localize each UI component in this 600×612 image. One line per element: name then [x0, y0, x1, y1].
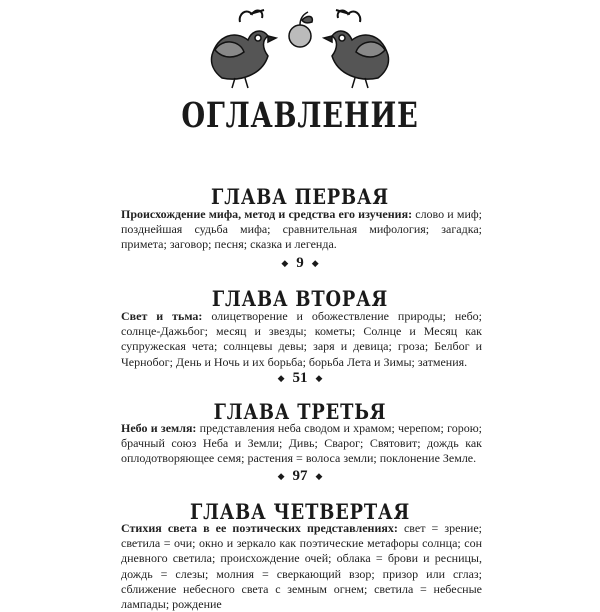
- chapter-lead: Стихия света в ее поэтических представлениях:: [121, 521, 398, 535]
- chapter-description: [121, 521, 482, 612]
- header-ornament: [0, 0, 600, 95]
- chapter-text: представления неба сводом и храмом; черепом; горою; брачный союз Неба и Земли; Дивь; Сварог; Святовит; дождь как оплодотворяющее семя; растения = волоса земли; поклонение Земле.: [121, 421, 482, 466]
- chapter-description: [121, 309, 482, 370]
- left-bird-icon: [211, 10, 276, 88]
- diamond-icon: ◆: [315, 471, 323, 482]
- diamond-icon: ◆: [315, 373, 323, 384]
- chapter-lead: Происхождение мифа, метод и средства его изучения:: [121, 207, 413, 221]
- chapter-text: слово и миф; позднейшая судьба мифа; сравнительная мифология; загадка; примета; заговор; песня; сказка и легенда.: [121, 207, 482, 252]
- diamond-icon: ◆: [277, 471, 285, 482]
- chapter-lead: Небо и земля:: [121, 421, 197, 435]
- chapter-title: ГЛАВА ТРЕТЬЯ: [213, 399, 387, 424]
- chapter-page-number: ◆ 51 ◆: [0, 370, 600, 387]
- right-bird-icon: [324, 10, 389, 88]
- chapter-lead: Свет и тьма:: [121, 309, 203, 323]
- chapter-text: свет = зрение; светила = очи; окно и зеркало как поэтические метафоры солнца; сон дневного светила; происхождение очей; облака = брови и ресницы, дождь = слезы; молния = сверкающий взор; призор или сглаз; сближение небесного света с земным огнем; светила = небесные лампады; рождение: [121, 521, 482, 612]
- chapter-description: [121, 421, 482, 467]
- chapter-page-number: ◆ 9 ◆: [0, 255, 600, 272]
- chapter-title: ГЛАВА ПЕРВАЯ: [211, 184, 389, 209]
- chapter-title: ГЛАВА ВТОРАЯ: [211, 286, 389, 311]
- chapter-title: ГЛАВА ЧЕТВЕРТАЯ: [189, 499, 411, 524]
- diamond-icon: ◆: [311, 258, 319, 269]
- chapter-page-number: ◆ 97 ◆: [0, 468, 600, 485]
- chapter-text: олицетворение и обожествление природы; небо; солнце-Дажьбог; месяц и звезды; кометы; Солнце и Месяц как супружеская чета; солнцевы девы; заря и девица; гроза; Белбог и Чернобог; День и Ночь и их борьба; борьба Лета и Зимы; затмения.: [121, 309, 483, 369]
- diamond-icon: ◆: [277, 373, 285, 384]
- page-title: ОГЛАВЛЕНИЕ: [181, 95, 419, 136]
- chapter-description: [121, 207, 482, 253]
- diamond-icon: ◆: [281, 258, 289, 269]
- apple-icon: [289, 12, 312, 47]
